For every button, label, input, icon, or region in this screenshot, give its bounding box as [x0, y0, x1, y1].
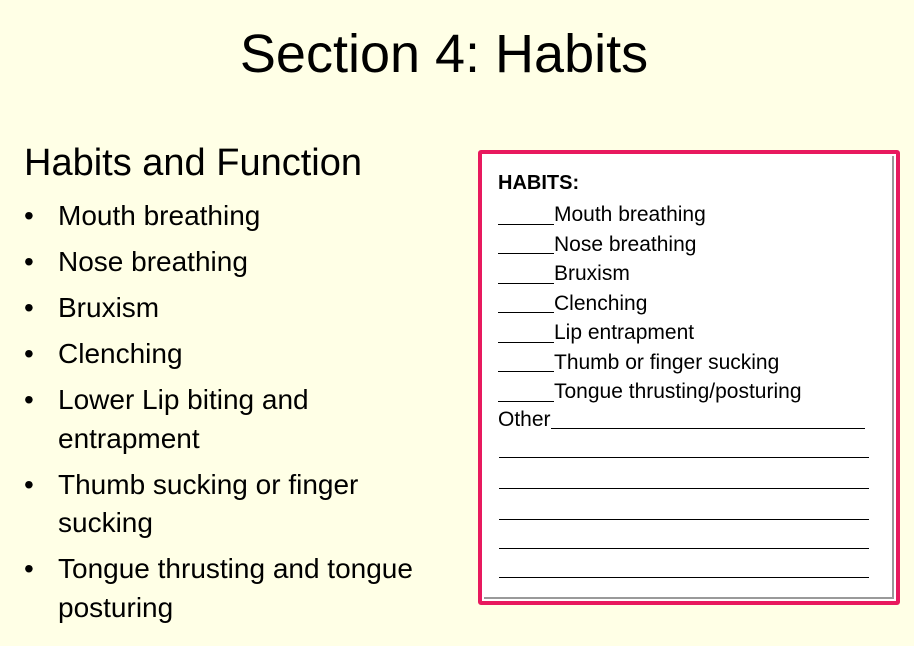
- blank-line: [498, 312, 554, 313]
- bullet-item: • Clenching: [20, 335, 440, 374]
- bullet-dot-icon: •: [24, 338, 34, 369]
- write-in-line: [499, 488, 869, 489]
- habits-form-highlight: [478, 150, 900, 605]
- blank-line: [498, 253, 554, 254]
- write-in-line: [499, 457, 869, 458]
- other-row: [498, 406, 865, 434]
- bullet-dot-icon: •: [24, 200, 34, 231]
- habits-form-excerpt: [484, 156, 894, 599]
- write-in-line: [499, 519, 869, 520]
- bullet-item: • Nose breathing: [20, 243, 440, 282]
- bullet-dot-icon: •: [24, 468, 34, 500]
- blank-line: [498, 342, 554, 343]
- bullet-item: • Lower Lip biting and entrapment: [20, 381, 440, 458]
- form-item: Bruxism: [498, 259, 802, 289]
- bullet-dot-icon: •: [24, 292, 34, 323]
- bullet-dot-icon: •: [24, 384, 34, 415]
- form-heading: HABITS:: [498, 172, 580, 194]
- form-item: Tongue thrusting/posturing: [498, 377, 802, 407]
- blank-line: [498, 224, 554, 225]
- bullet-item: • Tongue thrusting and tongue posturing: [20, 550, 440, 627]
- bullet-dot-icon: •: [24, 246, 34, 277]
- bullet-item: • Thumb sucking or finger sucking: [20, 466, 440, 543]
- section-subtitle: Habits and Function: [24, 142, 362, 184]
- form-item: Clenching: [498, 289, 802, 319]
- form-item: Nose breathing: [498, 230, 802, 260]
- blank-line: [498, 371, 554, 372]
- bullet-dot-icon: •: [24, 553, 34, 584]
- bullet-item: • Mouth breathing: [20, 197, 440, 236]
- form-item: Mouth breathing: [498, 200, 802, 230]
- blank-line: [498, 283, 554, 284]
- form-checklist: [498, 200, 802, 407]
- slide-title: Section 4: Habits: [239, 24, 649, 84]
- bullet-item: • Bruxism: [20, 289, 440, 328]
- other-blank-line: [551, 428, 865, 429]
- write-in-line: [499, 548, 869, 549]
- other-label: Other: [498, 408, 551, 431]
- habits-bullet-list: [20, 197, 440, 635]
- form-item: Thumb or finger sucking: [498, 348, 802, 378]
- form-item: Lip entrapment: [498, 318, 802, 348]
- write-in-line: [499, 577, 869, 578]
- blank-line: [498, 401, 554, 402]
